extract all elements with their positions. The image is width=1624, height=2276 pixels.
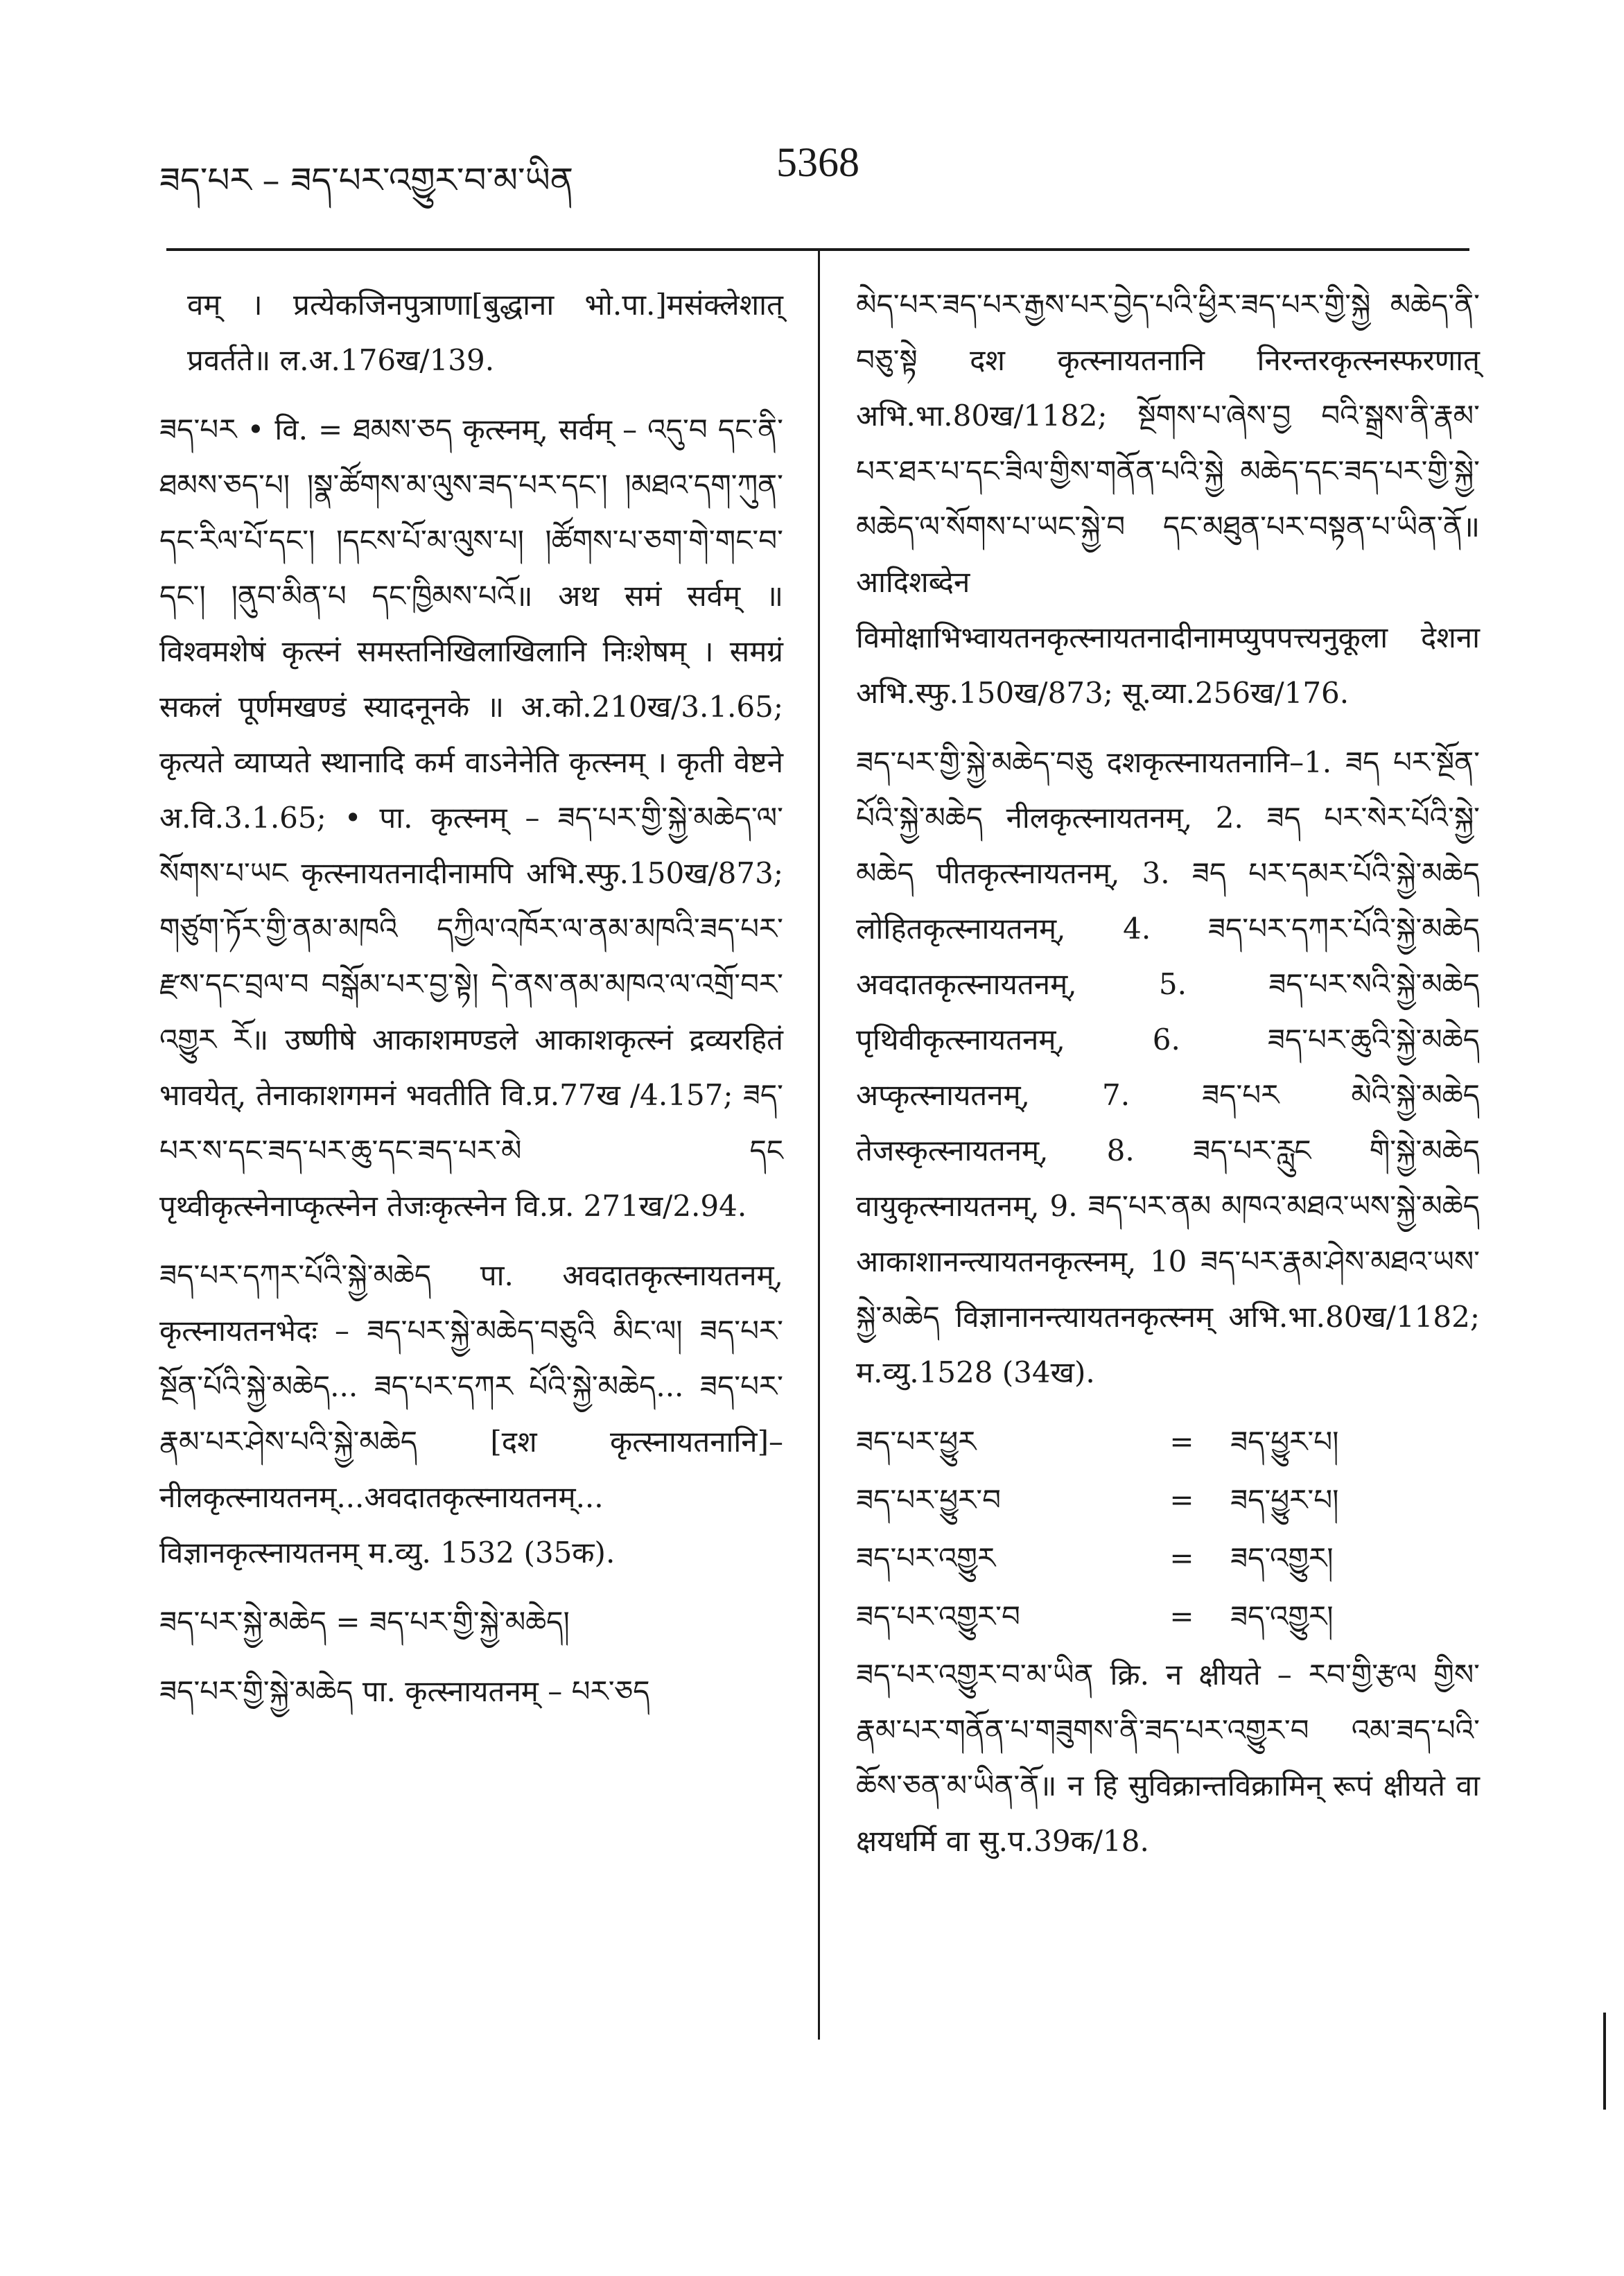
- right-column: [856, 277, 1480, 1883]
- entry-cross-ref: ཟད་པར་སྐྱེ་མཆེད = ཟད་པར་གྱི་སྐྱེ་མཆེད།: [159, 1605, 570, 1639]
- column-divider: [818, 251, 820, 2040]
- cross-ref-target: ཟད་འགྱུར།: [1230, 1541, 1334, 1575]
- cross-ref-row: [856, 1531, 1480, 1589]
- entry-white-kasina: ཟད་པར་དཀར་པོའི་སྐྱེ་མཆེད पा. अवदातकृत्स्नायतनम्, कृत्स्नायतनभेदः – ཟད་པར་སྐྱེ་མཆེད་བཅུའི མིང་ལ། ཟད་པར་སྔོན་པོའི་སྐྱེ་མཆེད... ཟད་པར་དཀར པོའི་སྐྱེ་མཆེད... ཟད་པར་རྣམ་པར་ཤེས་པའི་སྐྱེ་མཆེད [दश कृत्स्नायतनानि]–नीलकृत्स्नायतनम्...अवदातकृत्स्नायतनम्... विज्ञानकृत्स्नायतनम् म.व्यु. 1532 (35क).: [159, 1258, 783, 1570]
- equals-sign: =: [1169, 1483, 1194, 1517]
- page-number: 5368: [776, 139, 859, 185]
- cross-ref-target: ཟད་འགྱུར།: [1230, 1599, 1334, 1633]
- left-column: [159, 277, 783, 1733]
- cross-ref-term: ཟད་པར་ཕྱུར: [856, 1425, 977, 1459]
- cross-ref-row: [856, 1589, 1480, 1647]
- equals-sign: =: [1169, 1599, 1194, 1633]
- equals-sign: =: [1169, 1425, 1194, 1459]
- entry-not-exhausted: ཟད་པར་འགྱུར་བ་མ་ཡིན क्रि. न क्षीयते – རབ་གྱི་རྩལ གྱིས་རྣམ་པར་གནོན་པ་གཟུགས་ནི་ཟད་པར་འགྱུར་བ འམ་ཟད་པའི་ཆོས་ཅན་མ་ཡིན་ནོ॥ न हि सुविक्रान्तविक्रामिन् रूपं क्षीयते वा क्षयधर्मि वा सु.प.39क/18.: [856, 1658, 1480, 1858]
- entry-zad-par: ཟད་པར • वि. = ཐམས་ཅད कृत्स्नम्, सर्वम् – འདུ་བ དང་ནི་ཐམས་ཅད་པ། །སྣ་ཚོགས་མ་ལུས་ཟད་པར་དང་། །མཐའ་དག་ཀུན་དང་རིལ་པོ་དང་། །དངས་པོ་མ་ལུས་པ། །ཚོགས་པ་ཅག་གེ་གང་བ་དང་། །ནུབ་མིན་པ དང་ཁྱིམས་པའོ॥ अथ समं सर्वम् ॥ विश्वमशेषं कृत्स्नं समस्तनिखिलाखिलानि निःशेषम् । समग्रं सकलं पूर्णमखण्डं स्यादनूनके ॥ अ.को.210ख/3.1.65; कृत्यते व्याप्यते स्थानादि कर्म वाऽनेनेति कृत्स्नम् । कृती वेष्टने अ.वि.3.1.65; • पा. कृत्स्नम् – ཟད་པར་གྱི་སྐྱེ་མཆེད་ལ་སོགས་པ་ཡང कृत्स्नायतनादीनामपि अभि.स्फु.150ख/873; གཙུག་ཏོར་གྱི་ནམ་མཁའི དཀྱིལ་འཁོར་ལ་ནམ་མཁའི་ཟད་པར་རྫས་དང་བྲལ་བ བསྒོམ་པར་བྱ་སྟེ། དེ་ནས་ནམ་མཁའ་ལ་འགྲོ་བར་འགྱུར རོ॥ उष्णीषे आकाशमण्डले आकाशकृत्स्नं द्रव्यरहितं भावयेत्, तेनाकाशगमनं भवतीति वि.प्र.77ख /4.157; ཟད་པར་ས་དང་ཟད་པར་ཆུ་དང་ཟད་པར་མེ དང पृथ्वीकृत्स्नेनाप्कृत्स्नेन तेजःकृत्स्नेन वि.प्र. 271ख/2.94.: [159, 412, 783, 1223]
- entry-continuation-right: མེད་པར་ཟད་པར་རྒྱས་པར་བྱེད་པའི་ཕྱིར་ཟད་པར་གྱི་སྐྱེ མཆེད་ནི་བཅུ་སྟེ दश कृत्स्नायतनानि निरन्तरकृत्स्नस्फरणात् अभि.भा.80ख/1182; སྔོགས་པ་ཞེས་བྱ བའི་སྒྲས་ནི་རྣམ་པར་ཐར་པ་དང་ཟིལ་གྱིས་གནོན་པའི་སྐྱེ མཆེད་དང་ཟད་པར་གྱི་སྐྱེ་མཆེད་ལ་སོགས་པ་ཡང་སྐྱེ་བ དང་མཐུན་པར་བསྟན་པ་ཡིན་ནོ॥ आदिशब्देन विमोक्षाभिभ्वायतनकृत्स्नायतनादीनामप्युपपत्त्यनुकूला देशना अभि.स्फु.150ख/873; सू.व्या.256ख/176.: [856, 288, 1480, 710]
- cross-ref-row: [856, 1473, 1480, 1531]
- cross-ref-row: [856, 1414, 1480, 1473]
- running-title: ཟད་པར – ཟད་པར་འགྱུར་བ་མ་ཡིན: [159, 160, 574, 200]
- equals-sign: =: [1169, 1541, 1194, 1575]
- cross-ref-target: ཟད་ཕྱུར་པ།: [1230, 1425, 1339, 1459]
- cross-ref-term: ཟད་པར་ཕྱུར་བ: [856, 1483, 1002, 1517]
- cross-ref-term: ཟད་པར་འགྱུར: [856, 1541, 996, 1575]
- entry-kasina-ayatana: ཟད་པར་གྱི་སྐྱེ་མཆེད पा. कृत्स्नायतनम् – པར་ཅད: [159, 1674, 650, 1708]
- cross-ref-target: ཟད་ཕྱུར་པ།: [1230, 1483, 1339, 1517]
- cross-ref-list: [856, 1414, 1480, 1647]
- entry-continuation: वम् । प्रत्येकजिनपुत्राणा[बुद्धाना भो.पा.]मसंक्लेशात् प्रवर्तते॥ ल.अ.176ख/139.: [187, 288, 783, 377]
- scan-edge-mark: [1603, 2013, 1606, 2110]
- cross-ref-term: ཟད་པར་འགྱུར་བ: [856, 1599, 1020, 1633]
- entry-ten-kasinas: ཟད་པར་གྱི་སྐྱེ་མཆེད་བཅུ दशकृत्स्नायतनानि–1. ཟད པར་སྔོན་པོའི་སྐྱེ་མཆེད नीलकृत्स्नायतनम्, 2. ཟད པར་སེར་པོའི་སྐྱེ་མཆེད पीतकृत्स्नायतनम्, 3. ཟད པར་དམར་པོའི་སྐྱེ་མཆེད लोहितकृत्स्नायतनम्, 4. ཟད་པར་དཀར་པོའི་སྐྱེ་མཆེད अवदातकृत्स्नायतनम्, 5. ཟད་པར་སའི་སྐྱེ་མཆེད पृथिवीकृत्स्नायतनम्, 6. ཟད་པར་ཆུའི་སྐྱེ་མཆེད अप्कृत्स्नायतनम्, 7. ཟད་པར མེའི་སྐྱེ་མཆེད तेजस्कृत्स्नायतनम्, 8. ཟད་པར་རླུང གི་སྐྱེ་མཆེད वायुकृत्स्नायतनम्, 9. ཟད་པར་ནམ མཁའ་མཐའ་ཡས་སྐྱེ་མཆེད आकाशानन्त्यायतनकृत्स्नम्, 10 ཟད་པར་རྣམ་ཤེས་མཐའ་ཡས་སྐྱེ་མཆེད विज्ञानानन्त्यायतनकृत्स्नम् अभि.भा.80ख/1182; म.व्यु.1528 (34ख).: [856, 745, 1480, 1389]
